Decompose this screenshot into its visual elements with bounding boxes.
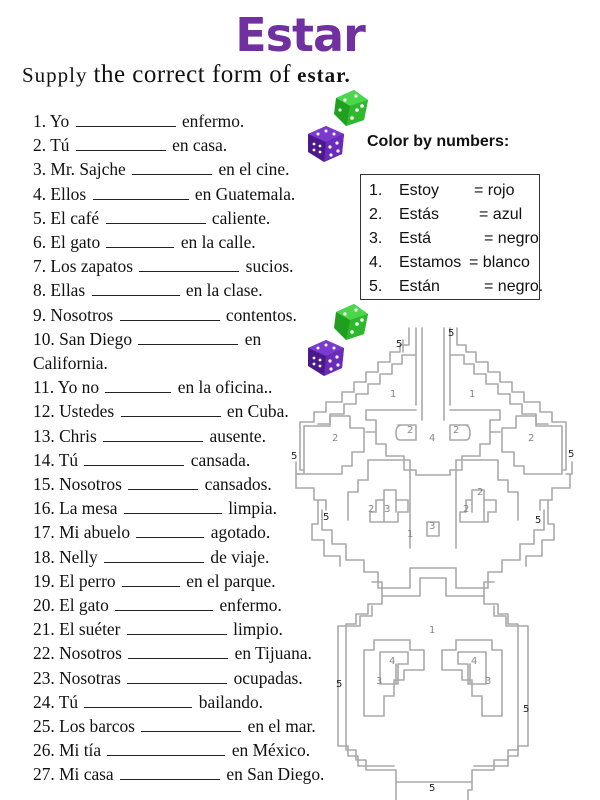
question-text-after: en Tijuana. [230,643,312,664]
question-text-after: de viaje. [206,546,270,567]
answer-blank[interactable] [127,668,227,684]
legend-number: 3. [369,230,383,247]
question-item [33,593,353,617]
region-number-label: 5 [568,449,575,460]
question-text-before: 7. Los zapatos [33,256,138,277]
legend-verb: Estás [399,206,440,223]
question-text-before: 10. San Diego [33,328,137,349]
question-item [33,424,353,448]
instruction-word-supply: Supply [22,63,88,87]
answer-blank[interactable] [120,764,220,780]
question-text-before: 15. Nosotros [33,474,127,495]
question-text-before: 25. Los barcos [33,716,140,737]
question-text-before: 26. Mi tía [33,740,106,761]
answer-blank[interactable] [128,643,228,659]
question-item [33,182,353,206]
question-text-after: caliente. [207,207,271,228]
region-number-label: 2 [332,433,339,444]
question-item [33,545,353,569]
question-text-after: en el mar. [243,716,316,737]
question-item [33,303,353,327]
question-text-after: limpio. [228,619,283,640]
question-item [33,762,353,786]
question-text-before: 14. Tú [33,449,83,470]
answer-blank[interactable] [115,595,213,611]
region-number-label: 3 [485,676,492,687]
answer-blank[interactable] [84,450,184,466]
region-number-label: 5 [323,512,330,523]
region-number-label: 5 [336,679,343,690]
color-legend [360,174,544,300]
legend-item [369,251,539,275]
question-text-after: contentos. [221,304,297,325]
answer-blank[interactable] [132,159,212,175]
question-text-before: 13. Chris [33,425,102,446]
answer-blank[interactable] [103,426,203,442]
answer-blank[interactable] [127,619,227,635]
question-text-before: 8. Ellas [33,280,90,301]
legend-color: = rojo [474,182,515,199]
question-text-after: agotado. [206,522,271,543]
purple-die-icon [304,122,348,164]
answer-blank[interactable] [136,522,204,538]
question-text-after: en California. [33,328,262,374]
question-text-after: ausente. [205,425,266,446]
question-text-before: 4. Ellos [33,183,91,204]
question-item [33,690,353,714]
region-number-label: 1 [407,529,414,540]
question-text-after: en Guatemala. [190,183,296,204]
answer-blank[interactable] [92,280,180,296]
question-item [33,641,353,665]
question-text-before: 27. Mi casa [33,764,119,785]
answer-blank[interactable] [76,111,176,127]
question-text-after: sucios. [241,256,294,277]
purple-die-icon [304,336,348,378]
region-number-label: 5 [448,328,455,339]
question-text-after: ocupadas. [229,667,303,688]
legend-color: = negro [484,230,539,247]
question-text-after: en la oficina.. [173,377,273,398]
question-text-before: 20. El gato [33,595,114,616]
legend-title: Color by numbers: [367,133,510,150]
instruction-middle: the correct form of [93,61,292,88]
region-number-label: 1 [469,389,476,400]
region-number-label: 2 [407,425,414,436]
answer-blank[interactable] [138,329,238,345]
answer-blank[interactable] [106,208,206,224]
question-item [33,496,353,520]
question-text-after: cansada. [186,449,251,470]
question-item [33,714,353,738]
question-text-after: en Cuba. [222,401,289,422]
region-number-label: 2 [477,487,484,498]
question-text-before: 18. Nelly [33,546,103,567]
answer-blank[interactable] [104,547,204,563]
question-text-after: bailando. [194,691,264,712]
question-item [33,569,353,593]
legend-verb: Estoy [399,182,440,199]
legend-verb: Estamos [399,254,462,271]
legend-item [369,227,539,251]
question-text-before: 21. El suéter [33,619,125,640]
region-number-label: 3 [429,521,436,532]
legend-verb: Está [399,230,432,247]
region-number-label: 1 [429,625,436,636]
region-number-label: 2 [463,504,470,515]
worksheet-title: Estar [235,8,365,62]
answer-blank[interactable] [124,498,222,514]
question-text-before: 11. Yo no [33,377,104,398]
answer-blank[interactable] [105,377,171,393]
region-number-label: 4 [389,656,396,667]
question-text-after: en San Diego. [222,764,325,785]
question-item [33,472,353,496]
question-text-after: en México. [227,740,311,761]
region-number-label: 5 [523,704,530,715]
question-item [33,254,353,278]
question-item [33,327,283,375]
question-item [33,399,353,423]
answer-blank[interactable] [84,692,192,708]
legend-number: 4. [369,254,383,271]
legend-item [369,179,539,203]
question-text-before: 2. Tú [33,135,74,156]
question-item [33,448,353,472]
worksheet-instructions [22,60,351,90]
answer-blank[interactable] [128,474,198,490]
legend-color: = negro. [484,278,544,295]
answer-blank[interactable] [120,305,220,321]
region-number-label: 5 [291,451,298,462]
answer-blank[interactable] [141,716,241,732]
instruction-verb: estar. [297,63,351,87]
question-text-after: limpia. [223,498,277,519]
question-text-after: cansados. [200,474,272,495]
question-text-before: 3. Mr. Sajche [33,159,131,180]
question-text-after: enfermo. [215,595,282,616]
question-text-before: 16. La mesa [33,498,122,519]
region-number-label: 2 [528,433,535,444]
question-text-before: 5. El café [33,207,104,228]
answer-blank[interactable] [106,232,174,248]
answer-blank[interactable] [122,571,180,587]
question-text-before: 12. Ustedes [33,401,119,422]
legend-verb: Están [399,278,440,295]
question-text-after: en el parque. [181,570,276,591]
region-number-label: 4 [471,656,478,667]
answer-blank[interactable] [139,256,239,272]
question-text-before: 1. Yo [33,111,74,131]
question-text-before: 6. El gato [33,232,105,253]
legend-color: = azul [479,206,523,223]
region-number-label: 4 [429,433,436,444]
legend-item [369,275,544,299]
answer-blank[interactable] [93,184,189,200]
question-text-after: enfermo. [177,111,245,131]
question-text-before: 23. Nosotras [33,667,126,688]
region-number-label: 1 [390,389,397,400]
question-list [33,109,353,787]
question-text-before: 17. Mi abuelo [33,522,135,543]
question-text-before: 22. Nosotros [33,643,127,664]
question-item [33,375,353,399]
question-item [33,230,353,254]
region-number-label: 5 [396,339,403,350]
question-text-after: en casa. [167,135,228,156]
answer-blank[interactable] [121,401,221,417]
question-item [33,617,353,641]
question-text-before: 19. El perro [33,570,120,591]
question-item [33,738,353,762]
question-text-after: en el cine. [214,159,290,180]
question-item [33,278,353,302]
question-text-after: en la clase. [181,280,263,301]
question-text-after: en la calle. [176,232,256,253]
legend-color: = blanco [469,254,530,271]
answer-blank[interactable] [107,740,225,756]
answer-blank[interactable] [76,135,166,151]
region-number-label: 3 [384,504,391,515]
legend-item [369,203,539,227]
question-text-before: 24. Tú [33,691,83,712]
region-number-label: 5 [535,515,542,526]
question-item [33,666,353,690]
region-number-label: 5 [429,783,436,794]
question-item [33,206,353,230]
question-text-before: 9. Nosotros [33,304,118,325]
region-number-label: 3 [376,676,383,687]
legend-number: 1. [369,182,383,199]
region-number-label: 2 [453,425,460,436]
legend-number: 5. [369,278,383,295]
region-number-label: 2 [368,504,375,515]
legend-number: 2. [369,206,383,223]
question-item [33,520,353,544]
